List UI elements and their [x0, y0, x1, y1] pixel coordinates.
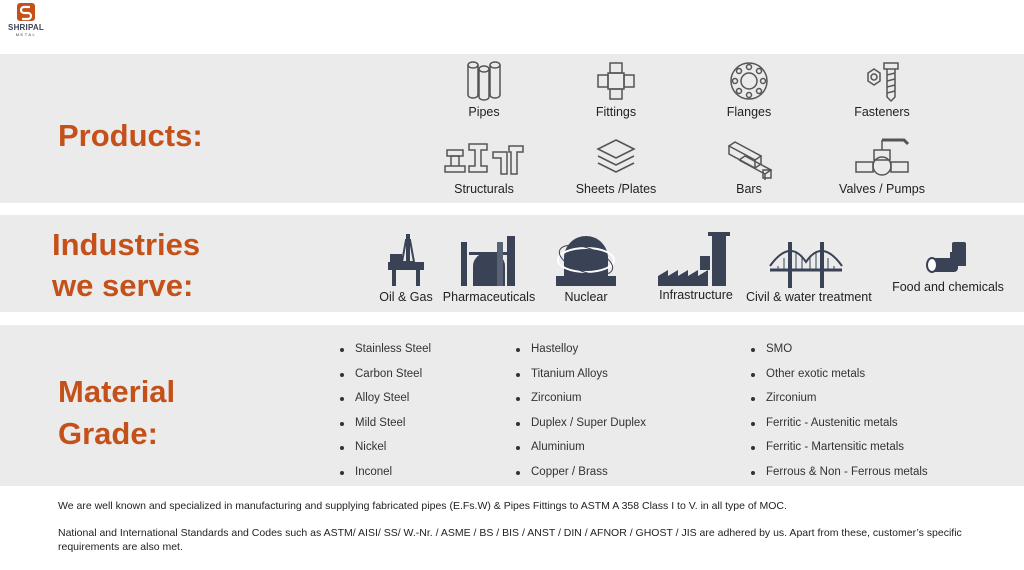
company-logo — [4, 2, 48, 42]
industry-label: Pharmaceuticals — [442, 290, 536, 304]
industry-label: Oil & Gas — [379, 290, 433, 304]
industry-label: Infrastructure — [659, 288, 733, 302]
product-label: Valves / Pumps — [839, 182, 925, 196]
product-label: Fasteners — [854, 105, 910, 119]
product-label: Fittings — [595, 105, 637, 119]
footer-standards: National and International Standards and Codes such as ASTM/ AISI/ SS/ W.-Nr. / ASME / BS / BIS / ANST / DIN / AFNOR / GHOST / JIS are adhered by us. Apart from these, customer’s specific requirements are also met. — [58, 527, 962, 553]
product-label: Flanges — [726, 105, 772, 119]
industry-food-chemicals[interactable] — [888, 238, 1008, 294]
product-pipes[interactable] — [424, 59, 544, 119]
industry-infrastructure[interactable] — [636, 230, 756, 302]
product-structurals[interactable] — [424, 136, 544, 196]
logo-sub-text: METAL — [15, 32, 37, 37]
infrastructure-icon — [656, 230, 736, 286]
footer-statement: We are well known and specialized in manufacturing and supplying fabricated pipes (E.Fs.W) & Pipes Fittings to ASTM A 358 Class I to V. in all type of MOC. — [58, 500, 787, 512]
bridge-icon — [768, 232, 844, 288]
product-sheets-plates[interactable] — [556, 136, 676, 196]
sheets-icon — [594, 136, 638, 180]
pipe-fitting-icon — [924, 238, 972, 278]
material-heading-line2: Grade: — [58, 416, 158, 451]
flange-icon — [727, 59, 771, 103]
industry-label: Food and chemicals — [892, 280, 1004, 294]
industry-label: Nuclear — [564, 290, 608, 304]
structurals-icon — [443, 136, 525, 180]
products-heading: Products: — [58, 118, 203, 153]
oil-rig-icon — [384, 232, 428, 288]
material-heading-line1: Material — [58, 374, 176, 409]
valve-icon — [852, 136, 912, 180]
product-fittings[interactable] — [556, 59, 676, 119]
nuclear-plant-icon — [554, 232, 618, 288]
product-flanges[interactable] — [689, 59, 809, 119]
product-label: Sheets /Plates — [575, 182, 657, 196]
pharma-plant-icon — [457, 232, 521, 288]
industry-nuclear[interactable] — [526, 232, 646, 304]
product-label: Structurals — [454, 182, 514, 196]
product-label: Pipes — [468, 105, 500, 119]
fasteners-icon — [860, 59, 904, 103]
industries-heading-line2: we serve: — [52, 268, 194, 303]
industry-label: Civil & water treatment — [746, 290, 872, 304]
product-valves-pumps[interactable] — [822, 136, 942, 196]
logo-mark-icon — [16, 2, 36, 22]
bars-icon — [725, 136, 773, 180]
product-bars[interactable] — [689, 136, 809, 196]
fittings-icon — [594, 59, 638, 103]
product-label: Bars — [736, 182, 762, 196]
industry-civil-water[interactable] — [746, 232, 872, 304]
product-fasteners[interactable] — [822, 59, 942, 119]
logo-brand-text: SHRIPAL — [8, 23, 44, 32]
pipes-icon — [464, 59, 504, 103]
industries-heading-line1: Industries — [52, 227, 201, 262]
